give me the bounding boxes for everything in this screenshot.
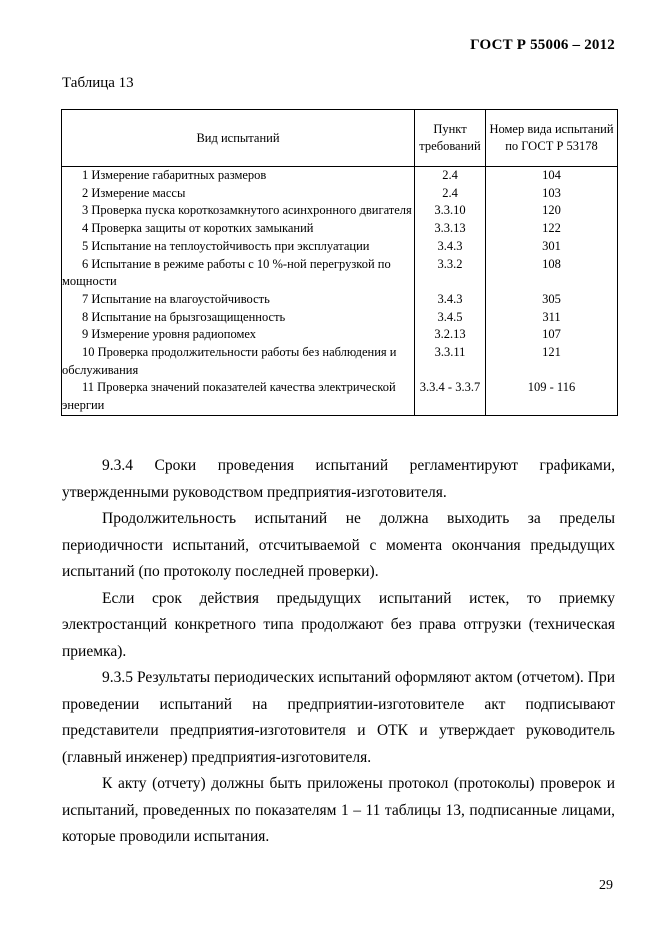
column-header-clause: Пункт требований [415,110,486,167]
row-test-name: 1 Измерение габаритных размеров [62,167,415,185]
row-test-number: 120 [486,202,618,220]
row-clause: 3.4.5 [415,309,486,327]
row-test-number: 122 [486,220,618,238]
row-test-name: 6 Испытание в режиме работы с 10 %-ной перегрузкой по мощности [62,256,415,291]
paragraph-duration: Продолжительность испытаний не должна выходить за пределы периодичности испытаний, отсчитываемой с момента окончания предыдущих испытаний (по протоколу последней проверки). [62,510,615,580]
table-row [62,256,618,291]
row-test-name: 5 Испытание на теплоустойчивость при эксплуатации [62,238,415,256]
row-test-name: 3 Проверка пуска короткозамкнутого асинхронного двигателя [62,202,415,220]
table-row [62,202,618,220]
row-test-number: 305 [486,291,618,309]
row-clause: 3.3.13 [415,220,486,238]
body-text [62,453,615,851]
row-clause: 3.3.10 [415,202,486,220]
row-test-number: 108 [486,256,618,291]
table-row [62,326,618,344]
row-test-number: 103 [486,185,618,203]
column-header-number: Номер вида испытаний по ГОСТ Р 53178 [486,110,618,167]
row-clause: 3.4.3 [415,291,486,309]
row-test-name: 2 Измерение массы [62,185,415,203]
row-clause: 3.3.4 - 3.3.7 [415,379,486,415]
table-row [62,309,618,327]
row-test-name: 7 Испытание на влагоустойчивость [62,291,415,309]
table-row [62,185,618,203]
row-test-number: 109 - 116 [486,379,618,415]
row-clause: 3.3.2 [415,256,486,291]
row-test-number: 104 [486,167,618,185]
row-test-name: 11 Проверка значений показателей качества электрической энергии [62,379,415,415]
row-clause: 3.4.3 [415,238,486,256]
document-header: ГОСТ Р 55006 – 2012 [470,37,615,53]
page-number: 29 [599,878,613,893]
table-row [62,238,618,256]
row-clause: 3.2.13 [415,326,486,344]
table-row [62,167,618,185]
table-row [62,379,618,415]
row-clause: 2.4 [415,167,486,185]
row-clause: 2.4 [415,185,486,203]
row-test-name: 4 Проверка защиты от коротких замыканий [62,220,415,238]
paragraph-act-attachments: К акту (отчету) должны быть приложены протокол (протоколы) проверок и испытаний, проведенных по показателям 1 – 11 таблицы 13, подписанные лицами, которые проводили испытания. [62,775,615,845]
row-test-name: 9 Измерение уровня радиопомех [62,326,415,344]
row-test-number: 121 [486,344,618,379]
column-header-type: Вид испытаний [62,110,415,167]
paragraph-9-3-4: 9.3.4 Сроки проведения испытаний регламентируют графиками, утвержденными руководством предприятия-изготовителя. [62,457,615,501]
row-test-number: 311 [486,309,618,327]
row-test-number: 107 [486,326,618,344]
tests-table [61,109,618,416]
table-row [62,220,618,238]
row-test-number: 301 [486,238,618,256]
row-test-name: 10 Проверка продолжительности работы без наблюдения и обслуживания [62,344,415,379]
table-row [62,344,618,379]
row-clause: 3.3.11 [415,344,486,379]
paragraph-9-3-5: 9.3.5 Результаты периодических испытаний оформляют актом (отчетом). При проведении испытаний на предприятии-изготовителе акт подписывают представители предприятия-изготовителя и ОТК и утверждает руководитель (главный инженер) предприятия-изготовителя. [62,669,615,766]
table-row [62,291,618,309]
row-test-name: 8 Испытание на брызгозащищенность [62,309,415,327]
table-caption: Таблица 13 [62,75,134,91]
paragraph-expired-term: Если срок действия предыдущих испытаний истек, то приемку электростанций конкретного типа продолжают без права отгрузки (техническая приемка). [62,589,615,660]
table-header-row [62,110,618,167]
